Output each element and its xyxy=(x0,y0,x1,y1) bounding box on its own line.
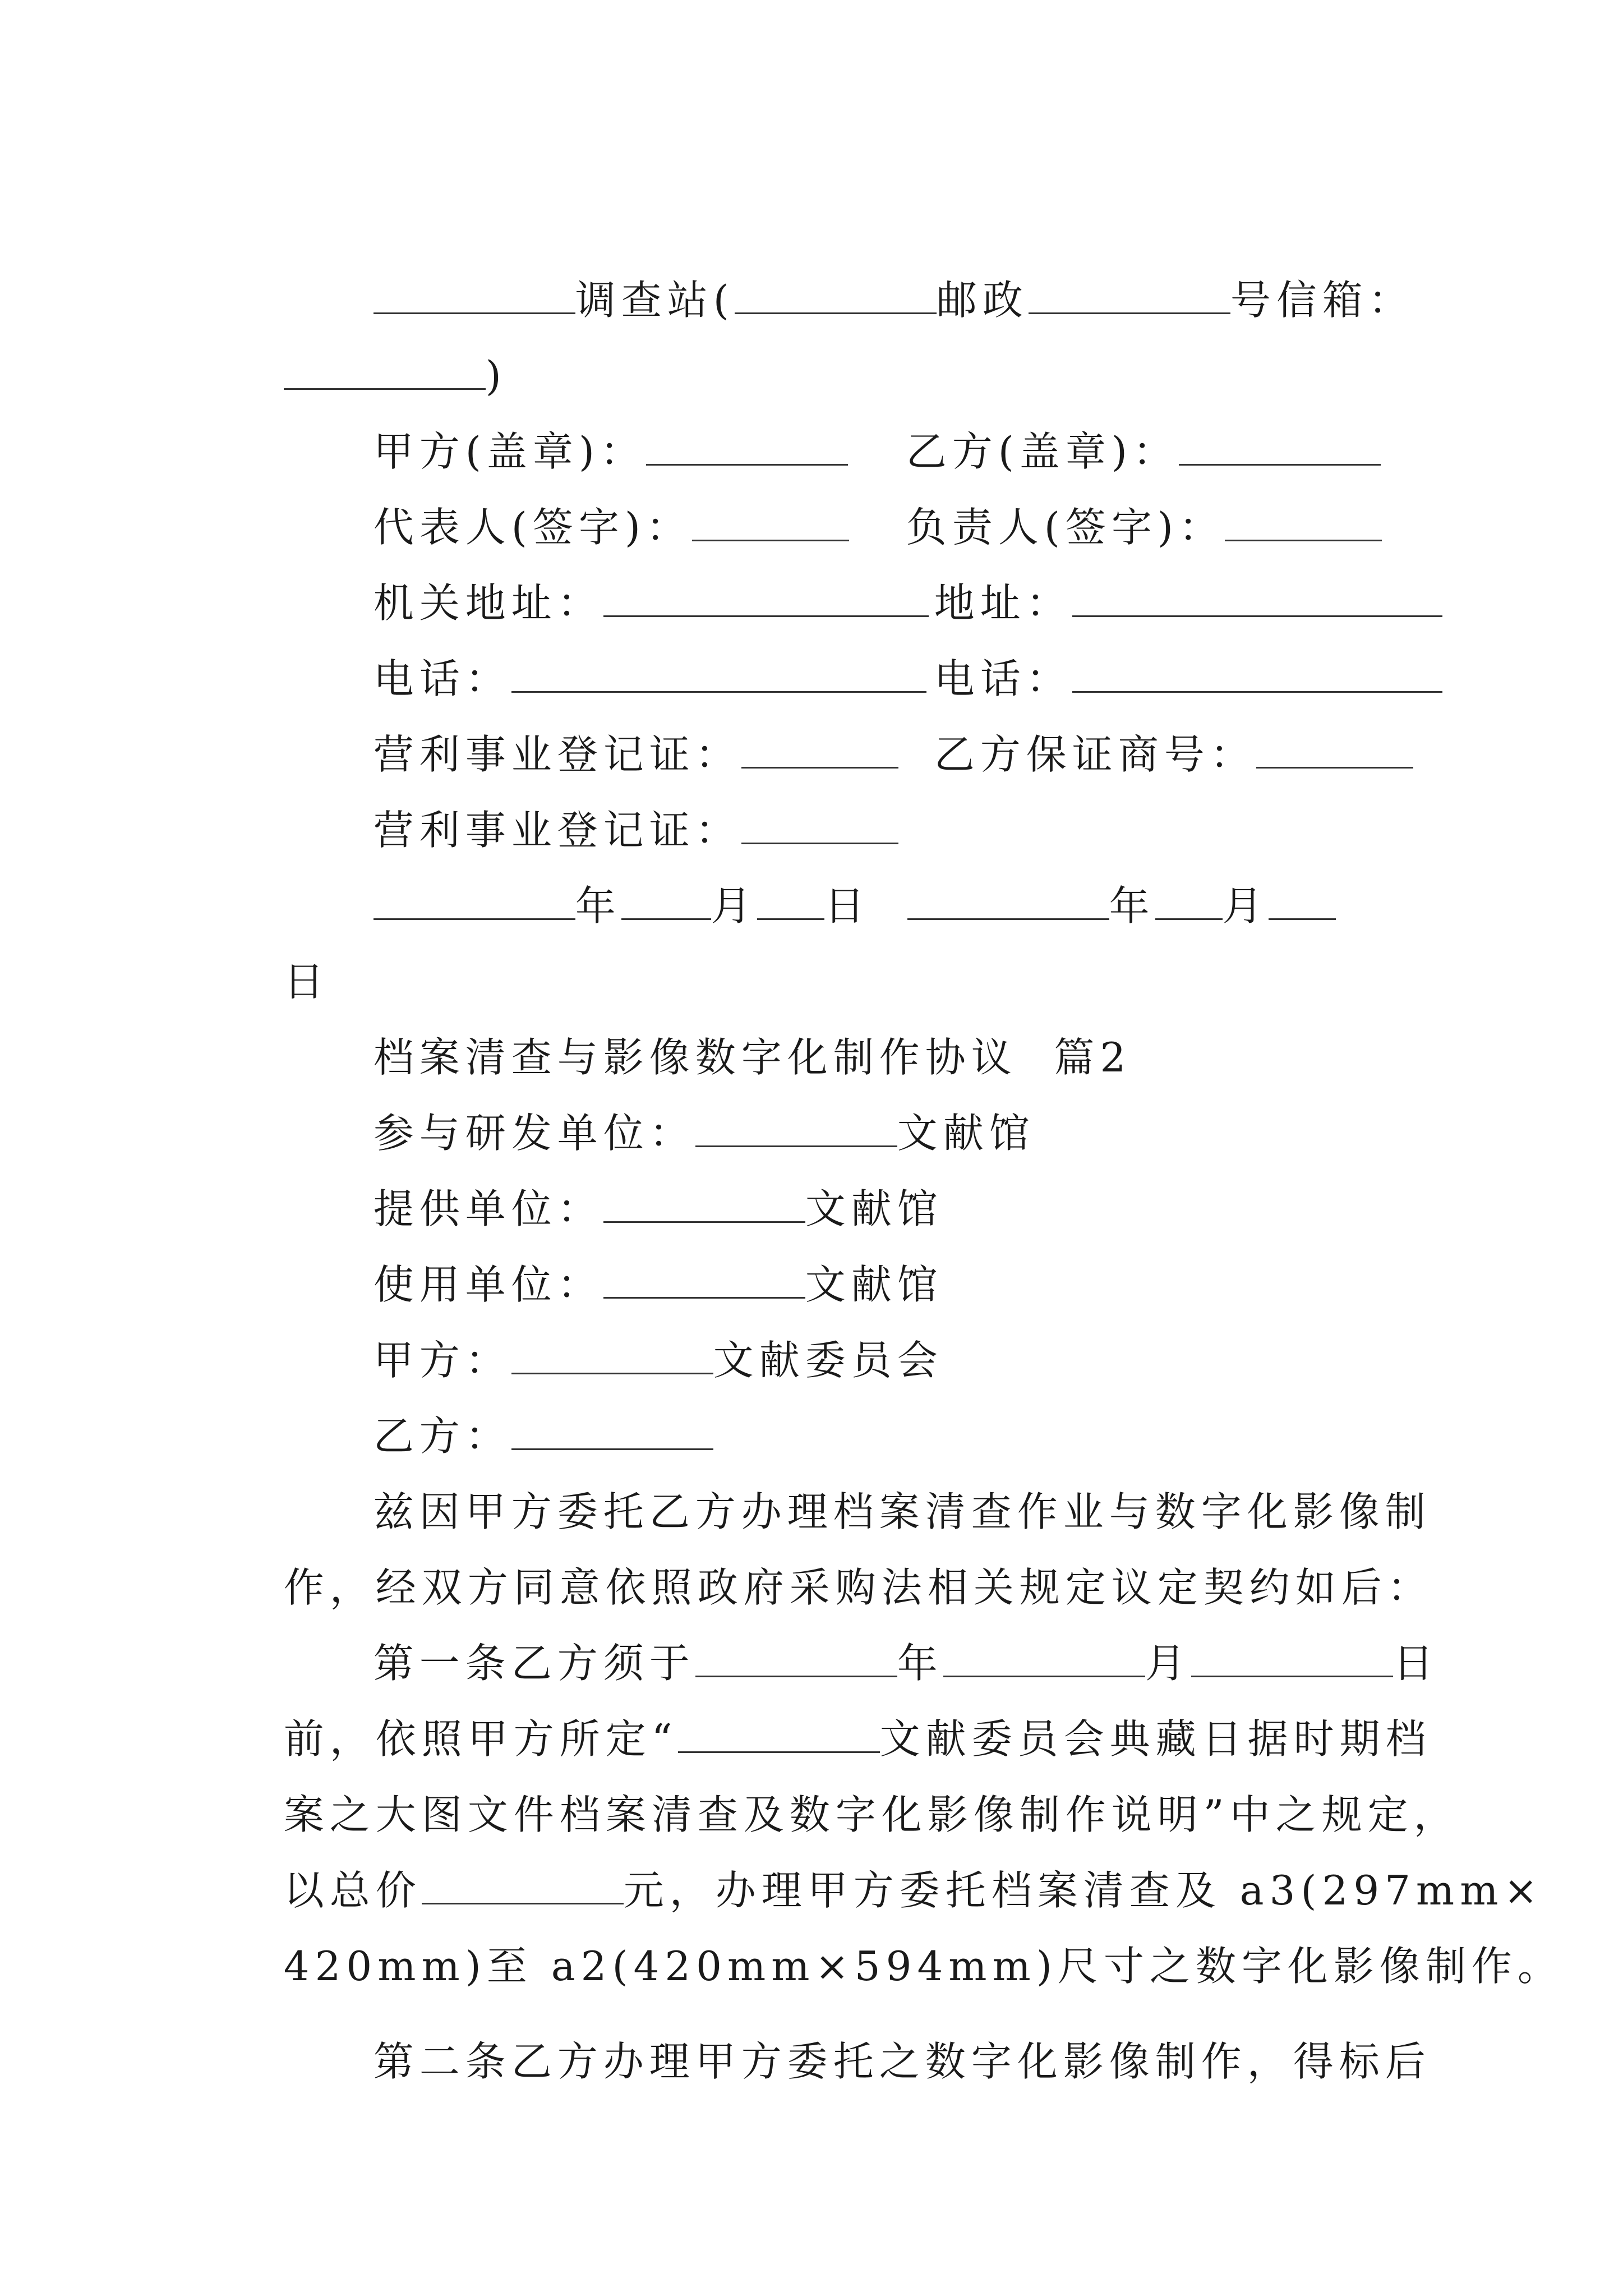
blank-field[interactable] xyxy=(621,879,711,920)
blank-field[interactable] xyxy=(1269,879,1336,920)
art1-day: 日 xyxy=(1393,1640,1439,1687)
art1-l5: 420mm)至 a2(420mm×594mm)尺寸之数字化影像制作。 xyxy=(283,1943,1564,1990)
post-label: 邮政 xyxy=(936,277,1029,324)
month-label: 月 xyxy=(711,882,757,930)
blank-field[interactable] xyxy=(757,879,824,920)
art1-l2a: 前，依照甲方所定“ xyxy=(283,1715,678,1763)
jia-rep-label: 代表人(签字)： xyxy=(373,504,692,551)
mailbox-label: 号信箱： xyxy=(1230,277,1414,324)
art1-month: 月 xyxy=(1145,1640,1191,1687)
blank-field[interactable] xyxy=(1256,728,1413,769)
yi-cert-label: 乙方保证商号： xyxy=(934,731,1256,778)
jia-phone-label: 电话： xyxy=(373,655,511,702)
station-label: 调查站( xyxy=(575,277,735,324)
section-title-text: 档案清查与影像数字化制作协议 篇2 xyxy=(373,1034,1132,1081)
art1-l2b: 文献委员会典藏日据时期档 xyxy=(879,1715,1432,1763)
dev-unit-suffix: 文献馆 xyxy=(897,1110,1035,1157)
use-label: 使用单位： xyxy=(373,1261,603,1308)
art2-line-1 xyxy=(336,1977,1431,2090)
provide-suffix: 文献馆 xyxy=(805,1185,943,1232)
jia-seal-label: 甲方(盖章)： xyxy=(373,428,646,475)
reg2-label: 营利事业登记证： xyxy=(373,807,741,854)
jia-label: 甲方： xyxy=(373,1337,511,1384)
use-suffix: 文献馆 xyxy=(805,1261,943,1308)
date-row xyxy=(336,822,1336,934)
intro-text-1: 兹因甲方委托乙方办理档案清查作业与数字化影像制 xyxy=(373,1488,1431,1535)
blank-field[interactable] xyxy=(907,879,1109,920)
yi-phone-label: 电话： xyxy=(934,655,1072,702)
blank-field[interactable] xyxy=(1155,879,1223,920)
art1-pre: 第一条乙方须于 xyxy=(373,1640,695,1687)
blank-field[interactable] xyxy=(374,879,575,920)
month-label-2: 月 xyxy=(1222,882,1269,930)
dev-unit-label: 参与研发单位： xyxy=(373,1110,695,1157)
jia-reg-label: 营利事业登记证： xyxy=(373,731,741,778)
jia-suffix: 文献委员会 xyxy=(713,1337,943,1384)
blank-field[interactable] xyxy=(735,273,937,314)
year-label: 年 xyxy=(575,882,621,930)
yi-rep-label: 负责人(签字)： xyxy=(906,504,1225,551)
day-label-2: 日 xyxy=(283,958,330,1005)
date-row-cont xyxy=(247,898,330,1010)
yi-seal-label: 乙方(盖章)： xyxy=(906,428,1179,475)
art2-text: 第二条乙方办理甲方委托之数字化影像制作，得标后 xyxy=(373,2038,1431,2085)
art1-l3: 案之大图文件档案清查及数字化影像制作说明”中之规定， xyxy=(283,1791,1460,1838)
close-paren: ) xyxy=(485,352,507,399)
intro-text-2: 作，经双方同意依照政府采购法相关规定议定契约如后： xyxy=(283,1564,1433,1611)
cert-row-yi xyxy=(897,670,1413,783)
art1-l4b: 元，办理甲方委托档案清查及 a3(297mm× xyxy=(623,1867,1543,1914)
yi-label: 乙方： xyxy=(373,1412,511,1460)
jia-addr-label: 机关地址： xyxy=(373,579,603,627)
day-label: 日 xyxy=(824,882,870,930)
year-label-2: 年 xyxy=(1109,882,1155,930)
blank-field[interactable] xyxy=(1029,273,1230,314)
yi-addr-label: 地址： xyxy=(934,579,1072,627)
provide-label: 提供单位： xyxy=(373,1185,603,1232)
art1-l4a: 以总价 xyxy=(283,1867,422,1914)
art1-year: 年 xyxy=(897,1640,943,1687)
